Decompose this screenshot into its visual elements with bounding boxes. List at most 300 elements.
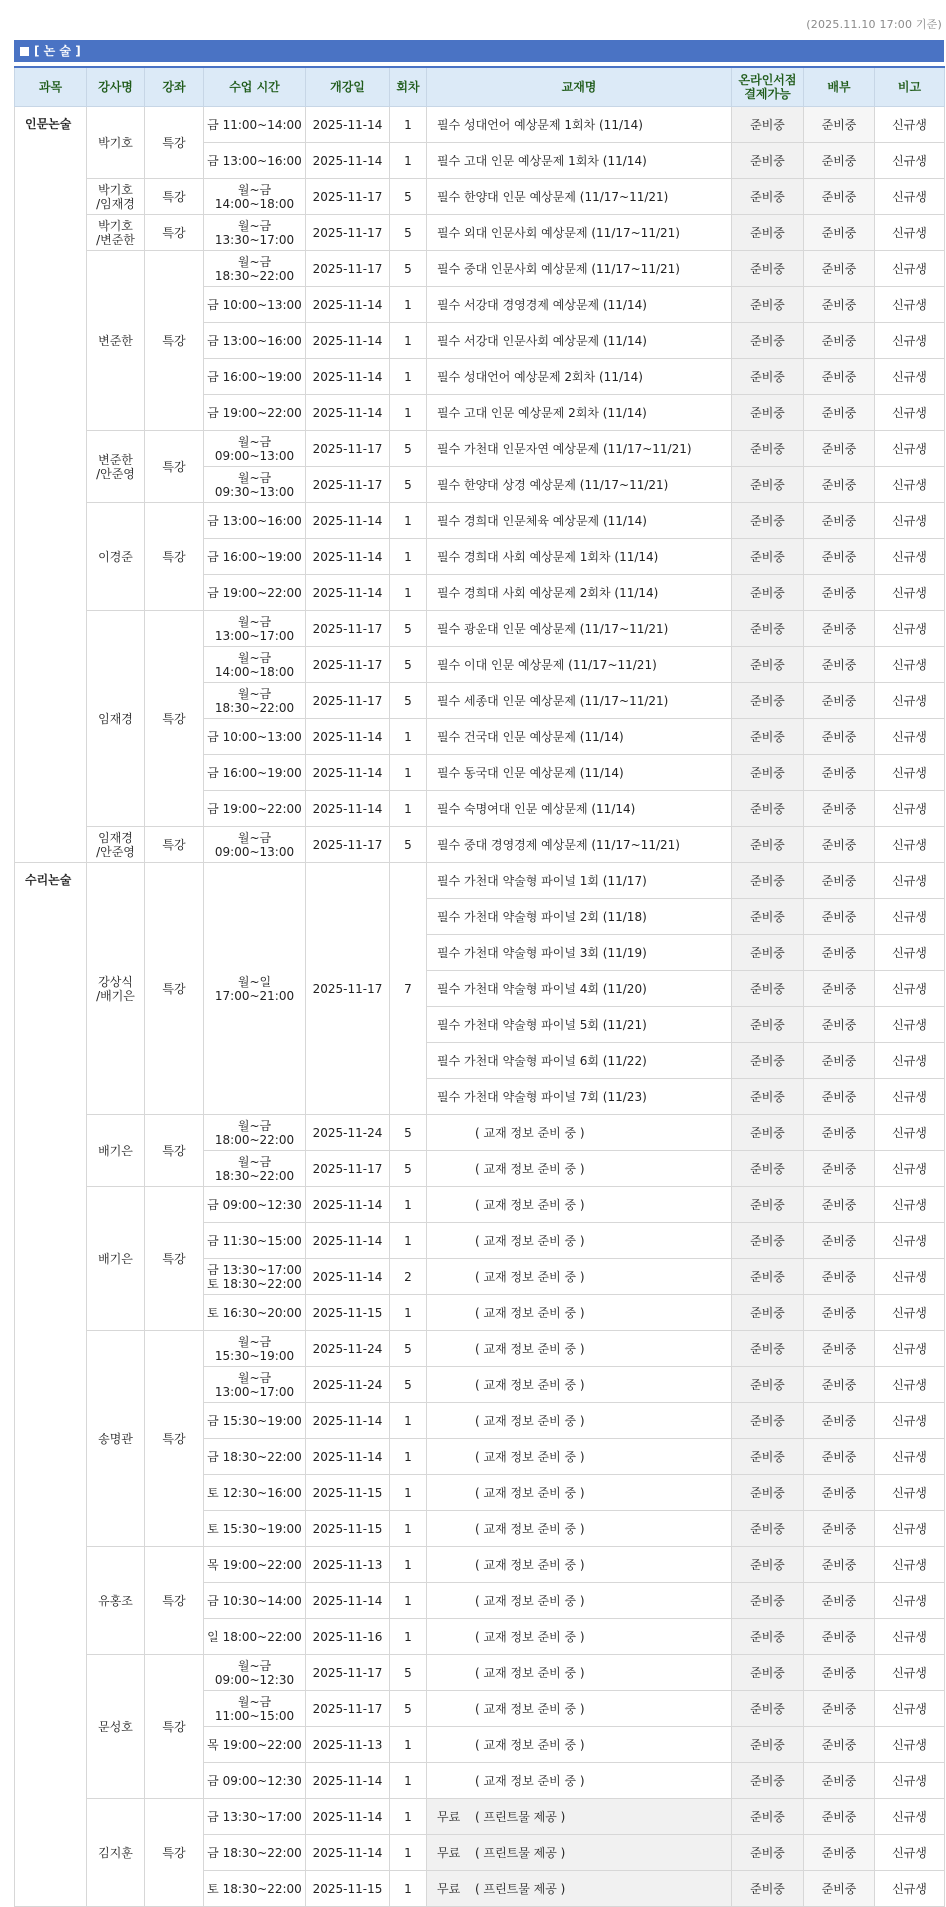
class-time: 금 10:00~13:00	[204, 719, 306, 755]
start-date: 2025-11-17	[306, 647, 390, 683]
start-date: 2025-11-15	[306, 1511, 390, 1547]
online-status: 준비중	[732, 791, 804, 827]
table-row	[15, 251, 945, 287]
online-status: 준비중	[732, 1547, 804, 1583]
online-status: 준비중	[732, 899, 804, 935]
session-count: 5	[390, 467, 427, 503]
course-type: 특강	[145, 1799, 204, 1907]
session-count: 1	[390, 1547, 427, 1583]
textbook-name	[427, 1439, 732, 1475]
online-status: 준비중	[732, 1655, 804, 1691]
online-status: 준비중	[732, 1583, 804, 1619]
class-time: 금 10:00~13:00	[204, 287, 306, 323]
distribution-status: 준비중	[804, 107, 875, 143]
online-status: 준비중	[732, 1367, 804, 1403]
session-count: 1	[390, 1187, 427, 1223]
session-count: 7	[390, 863, 427, 1115]
class-time: 금 13:00~16:00	[204, 503, 306, 539]
distribution-status: 준비중	[804, 1619, 875, 1655]
textbook-label: 필수 한양대 인문 예상문제 (11/17~11/21)	[437, 189, 669, 204]
textbook-label: 필수 동국대 인문 예상문제 (11/14)	[437, 765, 624, 780]
class-time: 월~금 09:00~13:00	[204, 431, 306, 467]
online-status: 준비중	[732, 719, 804, 755]
textbook-label: ( 교재 정보 준비 중 )	[475, 1197, 585, 1212]
distribution-status: 준비중	[804, 1079, 875, 1115]
course-type: 특강	[145, 1547, 204, 1655]
start-date: 2025-11-14	[306, 503, 390, 539]
distribution-status: 준비중	[804, 647, 875, 683]
textbook-label: ( 교재 정보 준비 중 )	[475, 1413, 585, 1428]
class-time: 금 10:30~14:00	[204, 1583, 306, 1619]
online-status: 준비중	[732, 1727, 804, 1763]
textbook-label: 필수 성대언어 예상문제 2회차 (11/14)	[437, 369, 643, 384]
schedule-table	[14, 66, 945, 1907]
teacher-cell: 강상식 /배기은	[87, 863, 145, 1115]
online-status: 준비중	[732, 1151, 804, 1187]
note: 신규생	[875, 827, 945, 863]
teacher-cell: 김지훈	[87, 1799, 145, 1907]
distribution-status: 준비중	[804, 287, 875, 323]
class-time: 금 19:00~22:00	[204, 791, 306, 827]
table-row	[15, 431, 945, 467]
course-type: 특강	[145, 251, 204, 431]
class-time: 금 18:30~22:00	[204, 1835, 306, 1871]
textbook-label: 필수 가천대 약술형 파이널 1회 (11/17)	[437, 873, 647, 888]
textbook-name	[427, 431, 732, 467]
teacher-cell: 문성호	[87, 1655, 145, 1799]
distribution-status: 준비중	[804, 1691, 875, 1727]
teacher-cell: 변준한 /안준영	[87, 431, 145, 503]
course-type: 특강	[145, 179, 204, 215]
table-row	[15, 179, 945, 215]
teacher-cell: 임재경	[87, 611, 145, 827]
teacher-cell: 배기은	[87, 1187, 145, 1331]
class-time: 월~금 14:00~18:00	[204, 179, 306, 215]
textbook-label: 필수 가천대 약술형 파이널 2회 (11/18)	[437, 909, 647, 924]
textbook-name	[427, 971, 732, 1007]
start-date: 2025-11-17	[306, 1151, 390, 1187]
table-row	[15, 863, 945, 899]
teacher-cell: 박기호 /변준한	[87, 215, 145, 251]
section-title: [ 논 술 ]	[34, 44, 81, 58]
note: 신규생	[875, 1151, 945, 1187]
session-count: 1	[390, 755, 427, 791]
textbook-name	[427, 899, 732, 935]
class-time: 월~금 09:30~13:00	[204, 467, 306, 503]
online-status: 준비중	[732, 1187, 804, 1223]
table-row	[15, 1115, 945, 1151]
distribution-status: 준비중	[804, 1151, 875, 1187]
session-count: 1	[390, 1871, 427, 1907]
textbook-label: ( 교재 정보 준비 중 )	[475, 1305, 585, 1320]
online-status: 준비중	[732, 395, 804, 431]
textbook-label: ( 교재 정보 준비 중 )	[475, 1161, 585, 1176]
textbook-name	[427, 359, 732, 395]
table-body	[15, 107, 945, 1907]
distribution-status: 준비중	[804, 251, 875, 287]
note: 신규생	[875, 1799, 945, 1835]
online-status: 준비중	[732, 1511, 804, 1547]
online-status: 준비중	[732, 467, 804, 503]
textbook-label: 필수 가천대 약술형 파이널 4회 (11/20)	[437, 981, 647, 996]
class-time: 월~금 15:30~19:00	[204, 1331, 306, 1367]
table-row	[15, 503, 945, 539]
online-status: 준비중	[732, 215, 804, 251]
session-count: 1	[390, 791, 427, 827]
textbook-name	[427, 1655, 732, 1691]
table-row	[15, 107, 945, 143]
distribution-status: 준비중	[804, 755, 875, 791]
start-date: 2025-11-17	[306, 1655, 390, 1691]
distribution-status: 준비중	[804, 1043, 875, 1079]
section-header	[14, 40, 944, 62]
textbook-name	[427, 827, 732, 863]
online-status: 준비중	[732, 863, 804, 899]
distribution-status: 준비중	[804, 1511, 875, 1547]
online-status: 준비중	[732, 539, 804, 575]
note: 신규생	[875, 647, 945, 683]
online-status: 준비중	[732, 287, 804, 323]
session-count: 1	[390, 359, 427, 395]
header-sessions: 회차	[390, 67, 427, 107]
class-time: 월~금 13:00~17:00	[204, 611, 306, 647]
note: 신규생	[875, 1295, 945, 1331]
online-status: 준비중	[732, 827, 804, 863]
textbook-label: 필수 가천대 인문자연 예상문제 (11/17~11/21)	[437, 441, 692, 456]
table-row	[15, 611, 945, 647]
note: 신규생	[875, 935, 945, 971]
textbook-name	[427, 1871, 732, 1907]
note: 신규생	[875, 1043, 945, 1079]
class-time: 금 15:30~19:00	[204, 1403, 306, 1439]
distribution-status: 준비중	[804, 1367, 875, 1403]
header-note: 비고	[875, 67, 945, 107]
note: 신규생	[875, 791, 945, 827]
distribution-status: 준비중	[804, 179, 875, 215]
class-time: 목 19:00~22:00	[204, 1547, 306, 1583]
course-type: 특강	[145, 503, 204, 611]
online-status: 준비중	[732, 323, 804, 359]
note: 신규생	[875, 215, 945, 251]
session-count: 5	[390, 251, 427, 287]
textbook-name	[427, 1115, 732, 1151]
online-status: 준비중	[732, 971, 804, 1007]
session-count: 5	[390, 1331, 427, 1367]
session-count: 5	[390, 611, 427, 647]
table-row	[15, 1331, 945, 1367]
online-status: 준비중	[732, 359, 804, 395]
textbook-name	[427, 107, 732, 143]
subject-cell: 인문논술	[15, 107, 87, 863]
note: 신규생	[875, 467, 945, 503]
start-date: 2025-11-17	[306, 179, 390, 215]
textbook-label: ( 교재 정보 준비 중 )	[475, 1125, 585, 1140]
note: 신규생	[875, 611, 945, 647]
textbook-name	[427, 719, 732, 755]
session-count: 1	[390, 1583, 427, 1619]
online-status: 준비중	[732, 647, 804, 683]
textbook-label: ( 교재 정보 준비 중 )	[475, 1485, 585, 1500]
header-teacher: 강사명	[87, 67, 145, 107]
note: 신규생	[875, 143, 945, 179]
class-time: 금 19:00~22:00	[204, 575, 306, 611]
timestamp: (2025.11.10 17:00 기준)	[806, 18, 942, 31]
class-time: 금 11:30~15:00	[204, 1223, 306, 1259]
teacher-cell: 유홍조	[87, 1547, 145, 1655]
note: 신규생	[875, 1583, 945, 1619]
note: 신규생	[875, 503, 945, 539]
note: 신규생	[875, 1439, 945, 1475]
distribution-status: 준비중	[804, 683, 875, 719]
textbook-name	[427, 1619, 732, 1655]
session-count: 5	[390, 1151, 427, 1187]
course-type: 특강	[145, 1655, 204, 1799]
online-status: 준비중	[732, 1691, 804, 1727]
header-online-payment: 온라인서점 결제가능	[732, 67, 804, 107]
textbook-label: 필수 이대 인문 예상문제 (11/17~11/21)	[437, 657, 657, 672]
textbook-label: ( 교재 정보 준비 중 )	[475, 1701, 585, 1716]
session-count: 1	[390, 1835, 427, 1871]
note: 신규생	[875, 1511, 945, 1547]
online-status: 준비중	[732, 1259, 804, 1295]
session-count: 5	[390, 179, 427, 215]
course-type: 특강	[145, 1187, 204, 1331]
session-count: 5	[390, 1115, 427, 1151]
header-subject: 과목	[15, 67, 87, 107]
class-time: 월~금 09:00~12:30	[204, 1655, 306, 1691]
table-row	[15, 1187, 945, 1223]
session-count: 1	[390, 1223, 427, 1259]
online-status: 준비중	[732, 1871, 804, 1907]
session-count: 1	[390, 287, 427, 323]
start-date: 2025-11-14	[306, 107, 390, 143]
distribution-status: 준비중	[804, 395, 875, 431]
note: 신규생	[875, 1187, 945, 1223]
online-status: 준비중	[732, 755, 804, 791]
online-status: 준비중	[732, 143, 804, 179]
textbook-name	[427, 1331, 732, 1367]
teacher-cell: 배기은	[87, 1115, 145, 1187]
textbook-name	[427, 1295, 732, 1331]
class-time: 토 15:30~19:00	[204, 1511, 306, 1547]
session-count: 5	[390, 827, 427, 863]
note: 신규생	[875, 359, 945, 395]
textbook-name	[427, 1187, 732, 1223]
note: 신규생	[875, 107, 945, 143]
textbook-name	[427, 863, 732, 899]
class-time: 금 11:00~14:00	[204, 107, 306, 143]
distribution-status: 준비중	[804, 719, 875, 755]
note: 신규생	[875, 1259, 945, 1295]
online-status: 준비중	[732, 611, 804, 647]
teacher-cell: 이경준	[87, 503, 145, 611]
start-date: 2025-11-17	[306, 431, 390, 467]
class-time: 금 09:00~12:30	[204, 1763, 306, 1799]
start-date: 2025-11-24	[306, 1367, 390, 1403]
textbook-label: 필수 경희대 인문체육 예상문제 (11/14)	[437, 513, 647, 528]
online-status: 준비중	[732, 575, 804, 611]
course-type: 특강	[145, 1115, 204, 1187]
textbook-label: 필수 중대 경영경제 예상문제 (11/17~11/21)	[437, 837, 680, 852]
distribution-status: 준비중	[804, 1583, 875, 1619]
online-status: 준비중	[732, 1079, 804, 1115]
online-status: 준비중	[732, 1763, 804, 1799]
distribution-status: 준비중	[804, 899, 875, 935]
distribution-status: 준비중	[804, 467, 875, 503]
start-date: 2025-11-16	[306, 1619, 390, 1655]
textbook-label: ( 교재 정보 준비 중 )	[475, 1665, 585, 1680]
textbook-label: 필수 경희대 사회 예상문제 1회차 (11/14)	[437, 549, 659, 564]
textbook-label: ( 교재 정보 준비 중 )	[475, 1521, 585, 1536]
teacher-cell: 박기호 /임재경	[87, 179, 145, 215]
textbook-name	[427, 647, 732, 683]
session-count: 1	[390, 719, 427, 755]
textbook-name	[427, 1259, 732, 1295]
start-date: 2025-11-14	[306, 1763, 390, 1799]
teacher-cell: 변준한	[87, 251, 145, 431]
note: 신규생	[875, 683, 945, 719]
class-time: 월~금 18:30~22:00	[204, 1151, 306, 1187]
textbook-name	[427, 1835, 732, 1871]
textbook-label: ( 교재 정보 준비 중 )	[475, 1773, 585, 1788]
free-badge: 무료	[437, 1845, 461, 1860]
textbook-label: ( 교재 정보 준비 중 )	[475, 1341, 585, 1356]
subject-cell: 수리논술	[15, 863, 87, 1907]
start-date: 2025-11-13	[306, 1547, 390, 1583]
textbook-label: 필수 세종대 인문 예상문제 (11/17~11/21)	[437, 693, 669, 708]
session-count: 1	[390, 143, 427, 179]
textbook-name	[427, 611, 732, 647]
online-status: 준비중	[732, 1403, 804, 1439]
class-time: 금 13:30~17:00 토 18:30~22:00	[204, 1259, 306, 1295]
textbook-label: ( 교재 정보 준비 중 )	[475, 1629, 585, 1644]
course-type: 특강	[145, 215, 204, 251]
start-date: 2025-11-14	[306, 719, 390, 755]
textbook-name	[427, 1691, 732, 1727]
textbook-label: ( 교재 정보 준비 중 )	[475, 1737, 585, 1752]
class-time: 목 19:00~22:00	[204, 1727, 306, 1763]
textbook-name	[427, 1043, 732, 1079]
class-time: 월~금 14:00~18:00	[204, 647, 306, 683]
note: 신규생	[875, 323, 945, 359]
session-count: 1	[390, 323, 427, 359]
textbook-name	[427, 935, 732, 971]
session-count: 1	[390, 395, 427, 431]
textbook-name	[427, 323, 732, 359]
start-date: 2025-11-17	[306, 1691, 390, 1727]
textbook-name	[427, 1511, 732, 1547]
distribution-status: 준비중	[804, 1763, 875, 1799]
class-time: 월~금 09:00~13:00	[204, 827, 306, 863]
textbook-label: ( 교재 정보 준비 중 )	[475, 1557, 585, 1572]
table-row	[15, 1547, 945, 1583]
online-status: 준비중	[732, 1799, 804, 1835]
note: 신규생	[875, 1079, 945, 1115]
textbook-label: 필수 한양대 상경 예상문제 (11/17~11/21)	[437, 477, 669, 492]
session-count: 5	[390, 647, 427, 683]
textbook-label: 필수 서강대 경영경제 예상문제 (11/14)	[437, 297, 647, 312]
course-type: 특강	[145, 827, 204, 863]
start-date: 2025-11-14	[306, 1223, 390, 1259]
session-count: 1	[390, 1619, 427, 1655]
teacher-cell: 임재경 /안준영	[87, 827, 145, 863]
online-status: 준비중	[732, 107, 804, 143]
distribution-status: 준비중	[804, 1403, 875, 1439]
distribution-status: 준비중	[804, 971, 875, 1007]
header-textbook: 교재명	[427, 67, 732, 107]
note: 신규생	[875, 1763, 945, 1799]
distribution-status: 준비중	[804, 1007, 875, 1043]
online-status: 준비중	[732, 935, 804, 971]
class-time: 월~금 11:00~15:00	[204, 1691, 306, 1727]
start-date: 2025-11-14	[306, 755, 390, 791]
textbook-label: ( 프린트물 제공 )	[475, 1845, 566, 1860]
textbook-name	[427, 1475, 732, 1511]
online-status: 준비중	[732, 1043, 804, 1079]
session-count: 1	[390, 107, 427, 143]
session-count: 1	[390, 1511, 427, 1547]
distribution-status: 준비중	[804, 1295, 875, 1331]
class-time: 금 19:00~22:00	[204, 395, 306, 431]
note: 신규생	[875, 863, 945, 899]
online-status: 준비중	[732, 1115, 804, 1151]
session-count: 1	[390, 1763, 427, 1799]
session-count: 5	[390, 1691, 427, 1727]
start-date: 2025-11-14	[306, 1799, 390, 1835]
textbook-label: 필수 중대 인문사회 예상문제 (11/17~11/21)	[437, 261, 680, 276]
textbook-name	[427, 251, 732, 287]
class-time: 토 16:30~20:00	[204, 1295, 306, 1331]
online-status: 준비중	[732, 503, 804, 539]
start-date: 2025-11-17	[306, 215, 390, 251]
online-status: 준비중	[732, 1439, 804, 1475]
note: 신규생	[875, 1547, 945, 1583]
textbook-name	[427, 1763, 732, 1799]
class-time: 금 13:30~17:00	[204, 1799, 306, 1835]
start-date: 2025-11-15	[306, 1871, 390, 1907]
session-count: 1	[390, 1439, 427, 1475]
textbook-name	[427, 467, 732, 503]
note: 신규생	[875, 1727, 945, 1763]
free-badge: 무료	[437, 1809, 461, 1824]
start-date: 2025-11-14	[306, 575, 390, 611]
textbook-label: 필수 가천대 약술형 파이널 3회 (11/19)	[437, 945, 647, 960]
note: 신규생	[875, 1691, 945, 1727]
online-status: 준비중	[732, 683, 804, 719]
distribution-status: 준비중	[804, 323, 875, 359]
distribution-status: 준비중	[804, 1799, 875, 1835]
session-count: 5	[390, 1655, 427, 1691]
distribution-status: 준비중	[804, 143, 875, 179]
session-count: 1	[390, 575, 427, 611]
start-date: 2025-11-14	[306, 395, 390, 431]
textbook-label: 필수 서강대 인문사회 예상문제 (11/14)	[437, 333, 647, 348]
class-time: 토 12:30~16:00	[204, 1475, 306, 1511]
start-date: 2025-11-14	[306, 1439, 390, 1475]
textbook-label: 필수 성대언어 예상문제 1회차 (11/14)	[437, 117, 643, 132]
textbook-name	[427, 395, 732, 431]
distribution-status: 준비중	[804, 1475, 875, 1511]
start-date: 2025-11-14	[306, 1259, 390, 1295]
teacher-cell: 박기호	[87, 107, 145, 179]
textbook-name	[427, 287, 732, 323]
online-status: 준비중	[732, 1475, 804, 1511]
start-date: 2025-11-17	[306, 611, 390, 647]
distribution-status: 준비중	[804, 1187, 875, 1223]
textbook-label: ( 교재 정보 준비 중 )	[475, 1377, 585, 1392]
class-time: 금 16:00~19:00	[204, 359, 306, 395]
course-type: 특강	[145, 1331, 204, 1547]
